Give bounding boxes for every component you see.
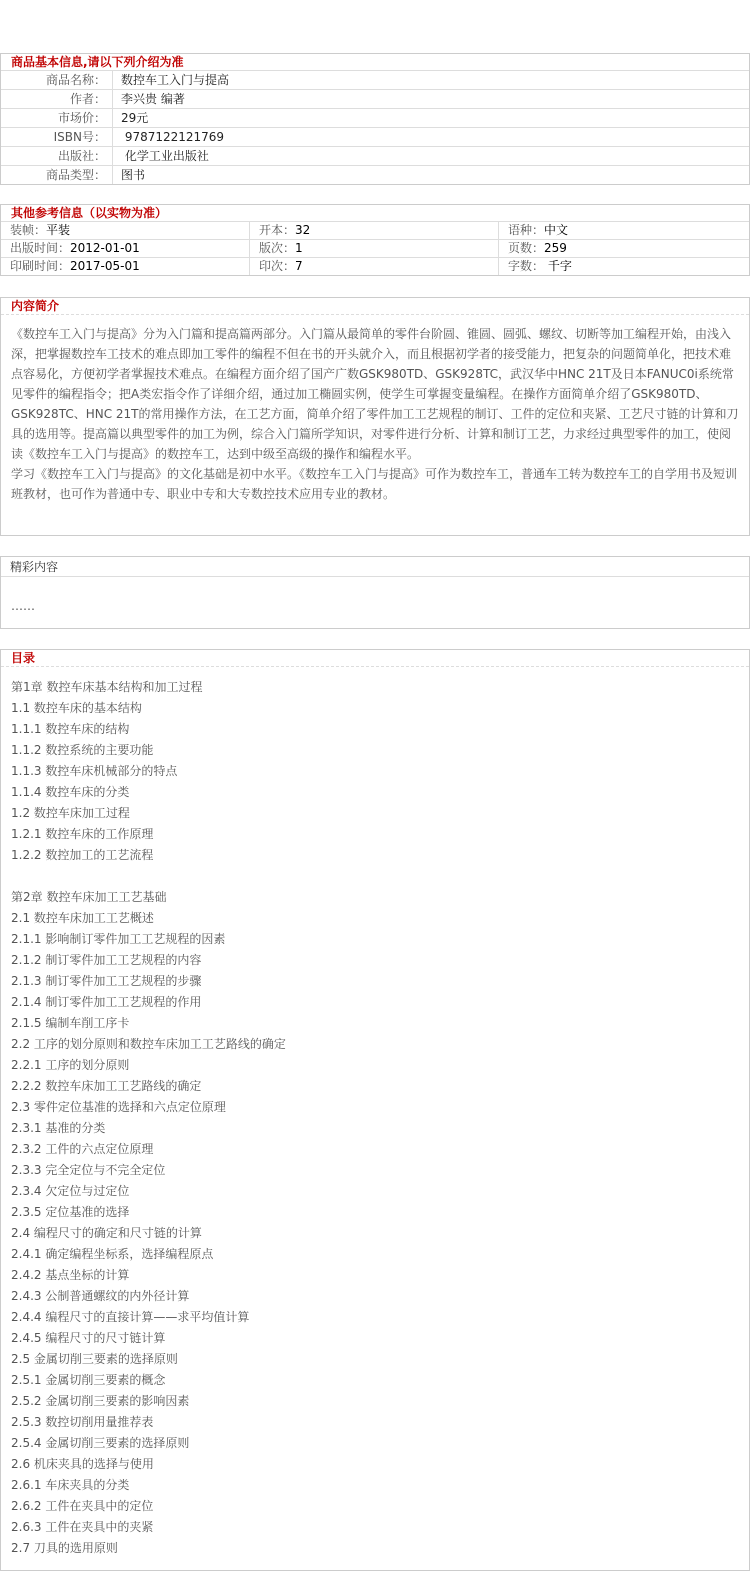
toc-item: 2.1.4 制订零件加工工艺规程的作用	[11, 995, 202, 1009]
toc-item: 第2章 数控车床加工工艺基础	[11, 890, 167, 904]
toc-item: 2.3.3 完全定位与不完全定位	[11, 1163, 166, 1177]
toc-item: 2.4.2 基点坐标的计算	[11, 1268, 130, 1282]
other-info-cell	[499, 258, 748, 275]
toc-item: 2.2 工序的划分原则和数控车床加工工艺路线的确定	[11, 1037, 286, 1051]
toc-item: 1.1 数控车床的基本结构	[11, 701, 142, 715]
toc-item: 2.6.2 工件在夹具中的定位	[11, 1499, 154, 1513]
other-info-label: 语种：	[508, 223, 545, 237]
basic-info-value: 李兴贵 编著	[121, 92, 185, 106]
toc-item: 1.1.2 数控系统的主要功能	[11, 743, 154, 757]
basic-info-label: 商品名称：	[1, 71, 113, 89]
basic-info-title: 商品基本信息,请以下列介绍为准	[1, 54, 749, 71]
other-info-cell	[250, 240, 499, 257]
excerpt-title: 精彩内容	[1, 558, 749, 577]
basic-info-value: 29元	[121, 111, 149, 125]
basic-info-row	[1, 90, 749, 109]
toc-item: 第1章 数控车床基本结构和加工过程	[11, 680, 203, 694]
toc-item: 2.5.2 金属切削三要素的影响因素	[11, 1394, 190, 1408]
other-info-cell	[250, 222, 499, 239]
toc-item: 2.1 数控车床加工工艺概述	[11, 911, 154, 925]
toc-item	[11, 866, 739, 887]
other-info-cell	[250, 258, 499, 275]
other-info-value: 千字	[544, 259, 572, 273]
toc-item: 1.2.2 数控加工的工艺流程	[11, 848, 154, 862]
toc-item: 2.6.3 工件在夹具中的夹紧	[11, 1520, 154, 1534]
basic-info-label: 作者：	[1, 90, 113, 108]
intro-paragraph: 学习《数控车工入门与提高》的文化基础是初中水平。《数控车工入门与提高》可作为数控车工，普通车工转为数控车工的自学用书及短训班教材，也可作为普通中专、职业中专和大专数控技术应用专业的教材。	[11, 467, 738, 501]
toc-item: 2.4.3 公制普通螺纹的内外径计算	[11, 1289, 190, 1303]
other-info-cell	[1, 240, 250, 257]
other-info-cell	[499, 240, 748, 257]
basic-info-row	[1, 109, 749, 128]
basic-info-label: 出版社：	[1, 147, 113, 165]
toc-title: 目录	[1, 650, 749, 667]
toc-item: 2.1.2 制订零件加工工艺规程的内容	[11, 953, 202, 967]
toc-item: 2.3 零件定位基准的选择和六点定位原理	[11, 1100, 226, 1114]
excerpt-body: ……	[11, 599, 35, 613]
toc-item: 2.2.1 工序的划分原则	[11, 1058, 130, 1072]
basic-info-label: 商品类型：	[1, 166, 113, 184]
toc-item: 2.7 刀具的选用原则	[11, 1541, 118, 1555]
other-info-value: 259	[544, 241, 567, 255]
other-info-value: 2012-01-01	[70, 241, 140, 255]
other-info-row	[1, 240, 749, 258]
other-info-value: 2017-05-01	[70, 259, 140, 273]
content-intro-title: 内容简介	[1, 298, 749, 315]
other-info-row	[1, 258, 749, 275]
basic-info-row	[1, 147, 749, 166]
toc-item: 2.2.2 数控车床加工工艺路线的确定	[11, 1079, 202, 1093]
basic-info-value: 化学工业出版社	[121, 149, 209, 163]
toc-item: 2.4 编程尺寸的确定和尺寸链的计算	[11, 1226, 202, 1240]
toc-panel	[0, 649, 750, 1571]
toc-item: 1.1.1 数控车床的结构	[11, 722, 130, 736]
toc-item: 2.4.1 确定编程坐标系，选择编程原点	[11, 1247, 214, 1261]
basic-info-row	[1, 71, 749, 90]
intro-paragraph: 《数控车工入门与提高》分为入门篇和提高篇两部分。入门篇从最简单的零件台阶圆、锥圆、圆弧、螺纹、切断等加工编程开始，由浅入深，把掌握数控车工技术的难点即加工零件的编程不但在书的开头就介入，而且根据初学者的接受能力，把复杂的问题简单化，把技术难点容易化，方便初学者掌握技术难点。在编程方面介绍了国产广数GSK980TD、GSK928TC，武汉华中HNC 21T及日本FANUC0i系统常见零件的编程指令；把A类宏指令作了详细介绍，通过加工椭圆实例，使学生可掌握变量编程。在操作方面简单介绍了GSK980TD、GSK928TC、HNC 21T的常用操作方法，在工艺方面，简单介绍了零件加工工艺规程的制订、工件的定位和夹紧、工艺尺寸链的计算和刀具的选用等。提高篇以典型零件的加工为例，综合入门篇所学知识，对零件进行分析、计算和制订工艺，力求经过典型零件的加工，使阅读《数控车工入门与提高》的数控车工，达到中级至高级的操作和编程水平。	[11, 327, 739, 461]
basic-info-panel	[0, 53, 750, 185]
other-info-label: 印刷时间：	[10, 259, 71, 273]
other-info-value: 32	[295, 223, 311, 237]
other-info-panel	[0, 204, 750, 276]
toc-item: 2.3.2 工件的六点定位原理	[11, 1142, 154, 1156]
basic-info-label: ISBN号：	[1, 128, 113, 146]
toc-item: 2.1.1 影响制订零件加工工艺规程的因素	[11, 932, 226, 946]
toc-item: 2.4.5 编程尺寸的尺寸链计算	[11, 1331, 166, 1345]
other-info-label: 字数：	[508, 259, 545, 273]
other-info-cell	[1, 258, 250, 275]
toc-item: 1.2.1 数控车床的工作原理	[11, 827, 154, 841]
excerpt-panel	[0, 556, 750, 629]
other-info-row	[1, 222, 749, 240]
basic-info-value: 数控车工入门与提高	[121, 73, 230, 87]
basic-info-value: 9787122121769	[121, 130, 225, 144]
other-info-label: 装帧：	[10, 223, 47, 237]
toc-item: 2.6 机床夹具的选择与使用	[11, 1457, 154, 1471]
toc-item: 1.2 数控车床加工过程	[11, 806, 130, 820]
other-info-cell	[499, 222, 748, 239]
toc-item: 2.3.5 定位基准的选择	[11, 1205, 130, 1219]
other-info-value: 7	[295, 259, 303, 273]
other-info-label: 开本：	[259, 223, 296, 237]
basic-info-label: 市场价：	[1, 109, 113, 127]
toc-list	[1, 667, 749, 1559]
content-intro-body	[1, 315, 749, 504]
other-info-label: 出版时间：	[10, 241, 71, 255]
basic-info-value: 图书	[121, 168, 146, 182]
toc-item: 2.1.3 制订零件加工工艺规程的步骤	[11, 974, 202, 988]
other-info-label: 印次：	[259, 259, 296, 273]
toc-item: 2.5.4 金属切削三要素的选择原则	[11, 1436, 190, 1450]
toc-item: 1.1.4 数控车床的分类	[11, 785, 130, 799]
content-intro-panel	[0, 297, 750, 536]
toc-item: 2.1.5 编制车削工序卡	[11, 1016, 130, 1030]
basic-info-row	[1, 166, 749, 184]
other-info-label: 页数：	[508, 241, 545, 255]
toc-item: 2.4.4 编程尺寸的直接计算——求平均值计算	[11, 1310, 250, 1324]
toc-item: 1.1.3 数控车床机械部分的特点	[11, 764, 178, 778]
basic-info-row	[1, 128, 749, 147]
other-info-label: 版次：	[259, 241, 296, 255]
other-info-value: 平装	[46, 223, 71, 237]
toc-item: 2.3.1 基准的分类	[11, 1121, 106, 1135]
toc-item: 2.5.3 数控切削用量推荐表	[11, 1415, 154, 1429]
toc-item: 2.3.4 欠定位与过定位	[11, 1184, 130, 1198]
toc-item: 2.6.1 车床夹具的分类	[11, 1478, 130, 1492]
other-info-title: 其他参考信息（以实物为准）	[1, 205, 749, 222]
other-info-value: 中文	[544, 223, 569, 237]
other-info-cell	[1, 222, 250, 239]
toc-item: 2.5.1 金属切削三要素的概念	[11, 1373, 166, 1387]
other-info-value: 1	[295, 241, 303, 255]
toc-item: 2.5 金属切削三要素的选择原则	[11, 1352, 178, 1366]
